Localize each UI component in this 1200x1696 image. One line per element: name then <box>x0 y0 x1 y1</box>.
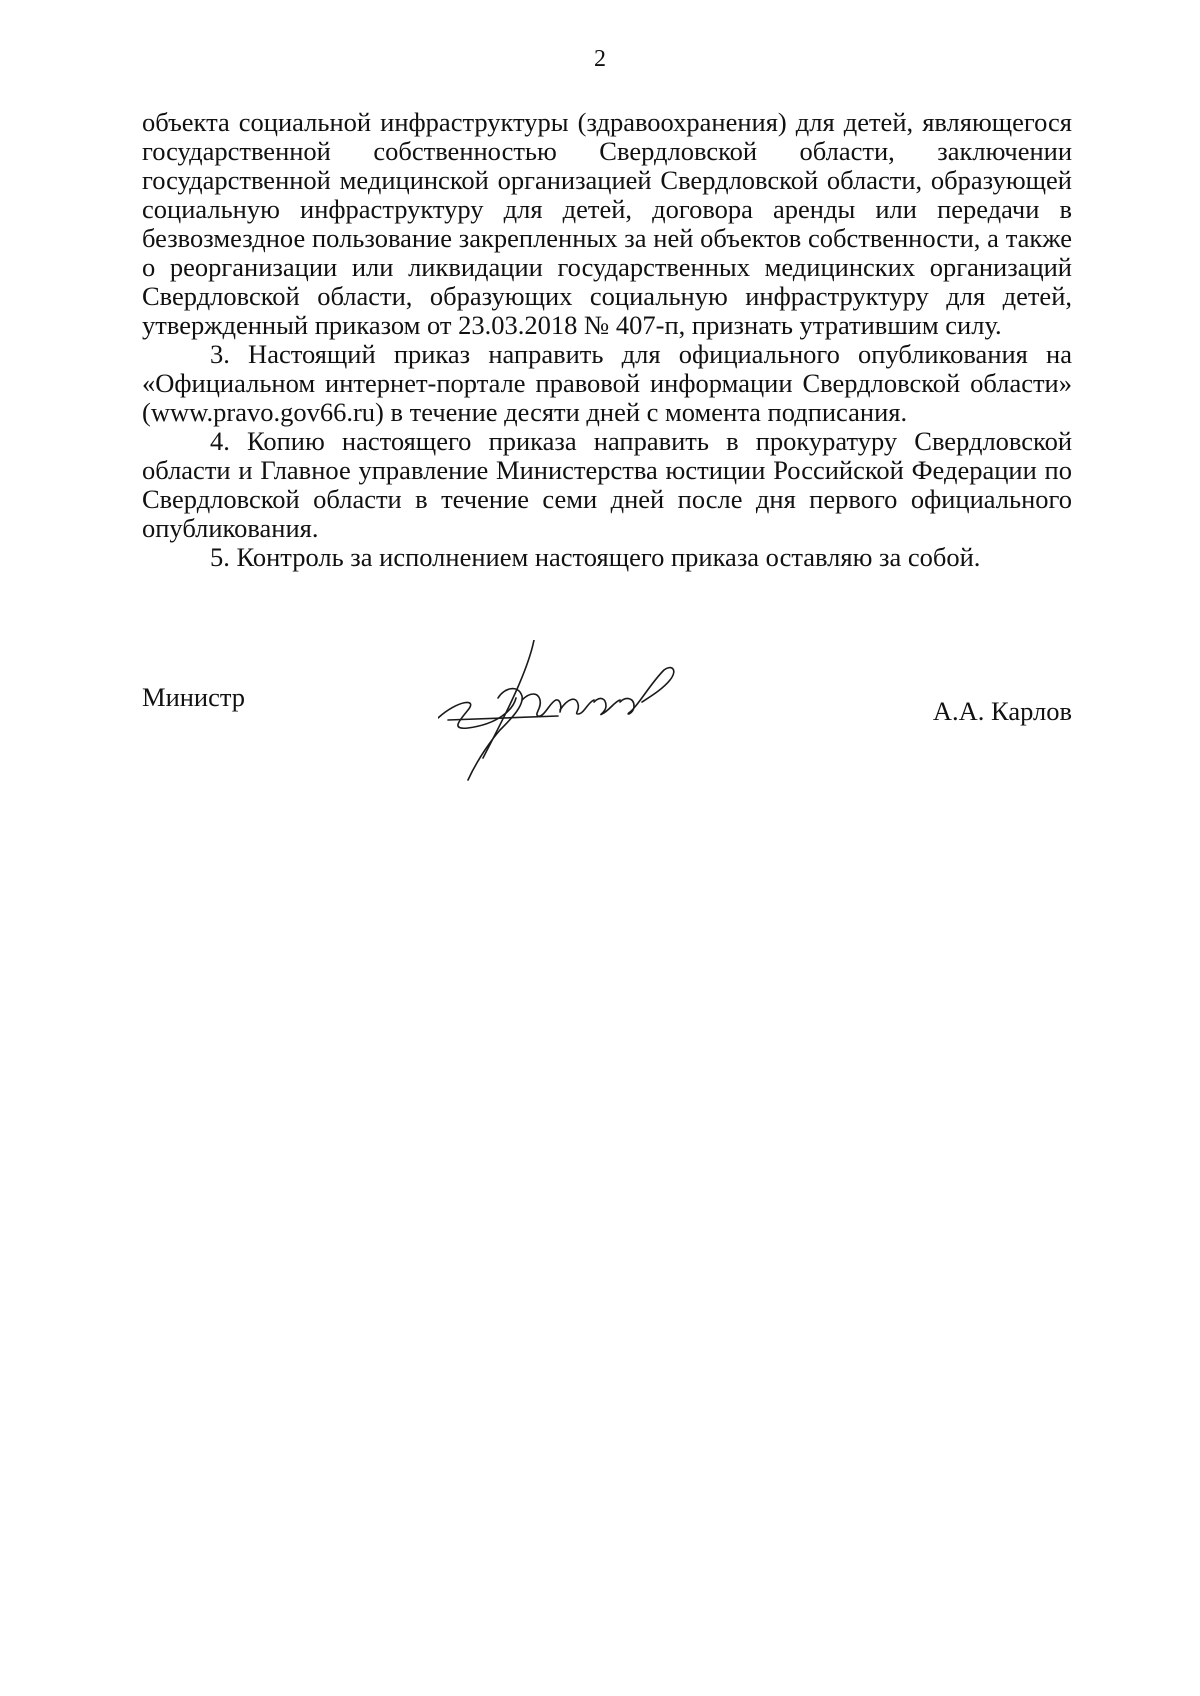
handwritten-signature <box>438 640 698 790</box>
paragraph-continuation: объекта социальной инфраструктуры (здравоохранения) для детей, являющегося государственной собственностью Свердловской области, заключении государственной медицинской организацией Свердловской области, образующей социальную инфраструктуру для детей, договора аренды или передачи в безвозмездное пользование закрепленных за ней объектов собственности, а также о реорганизации или ликвидации государственных медицинских организаций Свердловской области, образующих социальную инфраструктуру для детей, утвержденный приказом от 23.03.2018 № 407-п, признать утратившим силу. <box>142 107 1072 340</box>
signer-name: А.А. Карлов <box>932 696 1072 726</box>
paragraph-item-3: 3. Настоящий приказ направить для официального опубликования на «Официальном интернет-портале правовой информации Свердловской области» (www.pravo.gov66.ru) в течение десяти дней с момента подписания. <box>142 339 1072 427</box>
signature-block <box>142 640 1072 800</box>
document-body <box>142 108 1072 572</box>
signer-title: Министр <box>142 682 246 712</box>
paragraph-item-5: 5. Контроль за исполнением настоящего приказа оставляю за собой. <box>210 542 981 572</box>
paragraph-item-4: 4. Копию настоящего приказа направить в прокуратуру Свердловской области и Главное управление Министерства юстиции Российской Федерации по Свердловской области в течение семи дней после дня первого официального опубликования. <box>142 426 1072 543</box>
page-number: 2 <box>594 46 606 72</box>
